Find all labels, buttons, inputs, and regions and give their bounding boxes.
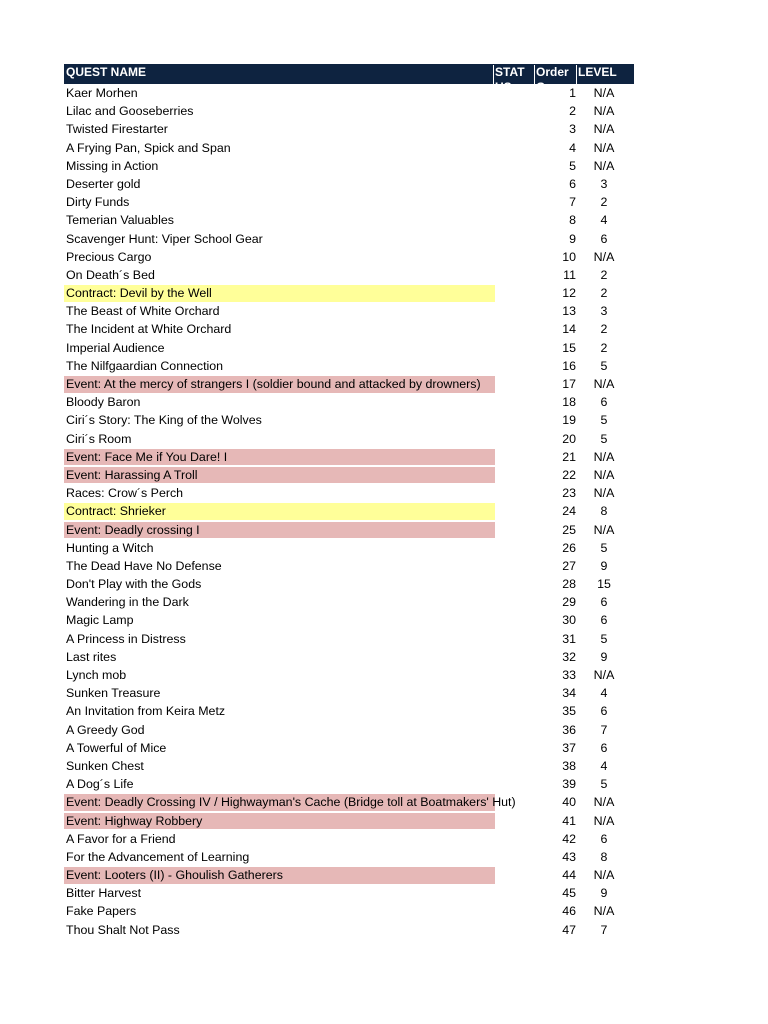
order-cell[interactable]: 30: [562, 613, 576, 628]
order-cell[interactable]: 24: [562, 504, 576, 519]
level-cell[interactable]: 6: [600, 231, 608, 246]
level-cell[interactable]: 15: [597, 577, 611, 592]
level-cell[interactable]: N/A: [593, 486, 615, 501]
level-cell[interactable]: 2: [600, 322, 608, 337]
quest-name-cell[interactable]: Event: At the mercy of strangers I (soldier bound and attacked by drowners): [66, 377, 481, 391]
table-row[interactable]: [64, 648, 634, 666]
quest-name-cell[interactable]: A Greedy God: [66, 722, 145, 737]
order-cell[interactable]: 47: [562, 922, 576, 937]
quest-name-cell[interactable]: On Death´s Bed: [66, 267, 155, 282]
order-cell[interactable]: 15: [562, 340, 576, 355]
level-cell[interactable]: 6: [600, 704, 608, 719]
quest-name-cell[interactable]: Races: Crow´s Perch: [66, 486, 184, 501]
order-cell[interactable]: 10: [562, 249, 576, 264]
table-row[interactable]: [64, 302, 634, 320]
table-row[interactable]: [64, 230, 634, 248]
level-cell[interactable]: N/A: [593, 813, 615, 828]
level-cell[interactable]: N/A: [593, 795, 615, 810]
level-cell[interactable]: N/A: [593, 904, 615, 919]
quest-name-cell[interactable]: Precious Cargo: [66, 249, 152, 264]
table-row[interactable]: [64, 721, 634, 739]
level-cell[interactable]: N/A: [593, 249, 615, 264]
order-cell[interactable]: 18: [562, 395, 576, 410]
order-cell[interactable]: 36: [562, 722, 576, 737]
table-row[interactable]: [64, 320, 634, 338]
table-row[interactable]: [64, 175, 634, 193]
quest-name-cell[interactable]: Event: Face Me if You Dare! I: [66, 449, 228, 464]
level-cell[interactable]: 5: [600, 413, 608, 428]
table-row[interactable]: [64, 539, 634, 557]
table-row[interactable]: [64, 157, 634, 175]
level-cell[interactable]: 4: [600, 213, 608, 228]
level-cell[interactable]: 9: [600, 649, 608, 664]
level-cell[interactable]: N/A: [593, 377, 615, 391]
column-divider: [534, 65, 535, 84]
level-cell[interactable]: 2: [600, 195, 608, 210]
quest-name-cell[interactable]: Event: Deadly Crossing IV / Highwayman's Cache (Bridge toll at Boatmakers' Hut): [66, 795, 516, 810]
quest-name-cell[interactable]: The Incident at White Orchard: [66, 322, 232, 337]
table-row[interactable]: [64, 884, 634, 902]
order-cell[interactable]: 14: [562, 322, 576, 337]
table-row[interactable]: [64, 502, 634, 520]
table-row[interactable]: [64, 666, 634, 684]
order-cell[interactable]: 31: [562, 631, 576, 646]
table-row[interactable]: [64, 466, 634, 484]
quest-name-cell[interactable]: Sunken Treasure: [66, 686, 161, 701]
table-row[interactable]: [64, 193, 634, 211]
table-row[interactable]: [64, 357, 634, 375]
table-row[interactable]: [64, 593, 634, 611]
table-row[interactable]: [64, 684, 634, 702]
level-cell[interactable]: 3: [600, 176, 608, 191]
order-cell[interactable]: 35: [562, 704, 576, 719]
level-cell[interactable]: 5: [600, 431, 608, 446]
table-row[interactable]: [64, 611, 634, 629]
level-cell[interactable]: 9: [600, 558, 608, 573]
level-cell[interactable]: 4: [600, 758, 608, 773]
header-order[interactable]: Order Game: [536, 65, 570, 94]
quest-name-cell[interactable]: A Favor for a Friend: [66, 831, 176, 846]
order-cell[interactable]: 33: [562, 668, 576, 682]
header-quest-name[interactable]: QUEST NAME: [66, 65, 147, 79]
order-cell[interactable]: 16: [562, 358, 576, 373]
level-cell[interactable]: 5: [600, 358, 608, 373]
order-cell[interactable]: 26: [562, 540, 576, 555]
quest-name-cell[interactable]: An Invitation from Keira Metz: [66, 704, 226, 719]
table-row[interactable]: [64, 757, 634, 775]
quest-name-cell[interactable]: Lynch mob: [66, 668, 127, 682]
quest-name-cell[interactable]: Scavenger Hunt: Viper School Gear: [66, 231, 263, 246]
quest-name-cell[interactable]: Last rites: [66, 649, 117, 664]
quest-name-cell[interactable]: The Dead Have No Defense: [66, 558, 222, 573]
level-cell[interactable]: N/A: [593, 158, 615, 173]
level-cell[interactable]: 8: [600, 849, 608, 864]
level-cell[interactable]: N/A: [593, 668, 615, 682]
table-row[interactable]: [64, 430, 634, 448]
quest-name-cell[interactable]: Missing in Action: [66, 158, 159, 173]
level-cell[interactable]: 6: [600, 831, 608, 846]
level-cell[interactable]: 2: [600, 286, 608, 301]
table-row[interactable]: [64, 575, 634, 593]
order-cell[interactable]: 4: [569, 140, 576, 155]
level-cell[interactable]: N/A: [593, 522, 615, 537]
quest-name-cell[interactable]: The Beast of White Orchard: [66, 304, 220, 319]
level-cell[interactable]: N/A: [593, 868, 615, 883]
order-cell[interactable]: 11: [563, 267, 576, 282]
quest-name-cell[interactable]: The Nilfgaardian Connection: [66, 358, 224, 373]
quest-name-cell[interactable]: Fake Papers: [66, 904, 137, 919]
level-cell[interactable]: 2: [600, 267, 608, 282]
order-cell[interactable]: 3: [569, 122, 576, 137]
order-cell[interactable]: 37: [562, 740, 576, 755]
quest-name-cell[interactable]: Event: Deadly crossing I: [66, 522, 200, 537]
quest-name-cell[interactable]: Bitter Harvest: [66, 886, 142, 901]
table-row[interactable]: [64, 266, 634, 284]
quest-name-cell[interactable]: Dirty Funds: [66, 195, 130, 210]
level-cell[interactable]: 6: [600, 740, 608, 755]
level-cell[interactable]: 7: [600, 922, 608, 937]
table-row[interactable]: [64, 630, 634, 648]
quest-name-cell[interactable]: Lilac and Gooseberries: [66, 104, 194, 119]
table-row[interactable]: [64, 375, 634, 393]
level-cell[interactable]: 6: [600, 595, 608, 610]
quest-name-cell[interactable]: Temerian Valuables: [66, 213, 174, 228]
table-row[interactable]: [64, 393, 634, 411]
table-row[interactable]: [64, 921, 634, 939]
table-row[interactable]: [64, 557, 634, 575]
quest-name-cell[interactable]: Ciri´s Story: The King of the Wolves: [66, 413, 262, 428]
table-row[interactable]: [64, 830, 634, 848]
quest-name-cell[interactable]: Event: Looters (II) - Ghoulish Gatherers: [66, 868, 283, 883]
quest-name-cell[interactable]: Bloody Baron: [66, 395, 141, 410]
table-row[interactable]: [64, 866, 634, 884]
table-row[interactable]: [64, 775, 634, 793]
table-row[interactable]: [64, 411, 634, 429]
order-cell[interactable]: 28: [562, 577, 576, 592]
level-cell[interactable]: 5: [600, 777, 608, 792]
order-cell[interactable]: 7: [569, 195, 576, 210]
table-row[interactable]: [64, 211, 634, 229]
table-row[interactable]: [64, 339, 634, 357]
quest-rows: [64, 84, 634, 939]
order-cell[interactable]: 32: [562, 649, 576, 664]
order-cell[interactable]: 39: [562, 777, 576, 792]
quest-name-cell[interactable]: A Dog´s Life: [66, 777, 134, 792]
level-cell[interactable]: N/A: [593, 122, 615, 137]
table-row[interactable]: [64, 248, 634, 266]
order-cell[interactable]: 42: [562, 831, 576, 846]
quest-name-cell[interactable]: Deserter gold: [66, 176, 141, 191]
order-cell[interactable]: 17: [562, 377, 576, 391]
order-cell[interactable]: 1: [569, 86, 576, 100]
table-row[interactable]: [64, 448, 634, 466]
table-row[interactable]: [64, 120, 634, 138]
quest-name-cell[interactable]: Wandering in the Dark: [66, 595, 189, 610]
quest-name-cell[interactable]: A Frying Pan, Spick and Span: [66, 140, 231, 155]
quest-name-cell[interactable]: A Princess in Distress: [66, 631, 186, 646]
order-cell[interactable]: 44: [562, 868, 576, 883]
quest-name-cell[interactable]: Twisted Firestarter: [66, 122, 168, 137]
table-row[interactable]: [64, 902, 634, 920]
order-cell[interactable]: 38: [562, 758, 576, 773]
level-cell[interactable]: N/A: [593, 86, 615, 100]
order-cell[interactable]: 2: [569, 104, 576, 119]
order-cell[interactable]: 34: [562, 686, 576, 701]
quest-spreadsheet: [64, 64, 634, 939]
order-cell[interactable]: 23: [562, 486, 576, 501]
quest-name-cell[interactable]: Imperial Audience: [66, 340, 165, 355]
level-cell[interactable]: 6: [600, 613, 608, 628]
order-cell[interactable]: 41: [562, 813, 576, 828]
table-row[interactable]: [64, 521, 634, 539]
level-cell[interactable]: 5: [600, 540, 608, 555]
order-cell[interactable]: 45: [562, 886, 576, 901]
order-cell[interactable]: 29: [562, 595, 576, 610]
level-cell[interactable]: 7: [600, 722, 608, 737]
quest-name-cell[interactable]: Sunken Chest: [66, 758, 144, 773]
table-row[interactable]: [64, 793, 634, 811]
table-row[interactable]: [64, 84, 634, 102]
table-row[interactable]: [64, 102, 634, 120]
header-level[interactable]: LEVEL: [578, 65, 617, 79]
order-cell[interactable]: 19: [562, 413, 576, 428]
table-row[interactable]: [64, 848, 634, 866]
table-row[interactable]: [64, 484, 634, 502]
order-cell[interactable]: 12: [562, 286, 576, 301]
order-cell[interactable]: 9: [569, 231, 576, 246]
quest-name-cell[interactable]: A Towerful of Mice: [66, 740, 167, 755]
level-cell[interactable]: 2: [600, 340, 608, 355]
level-cell[interactable]: 4: [600, 686, 608, 701]
level-cell[interactable]: 6: [600, 395, 608, 410]
column-divider: [493, 65, 494, 84]
quest-name-cell[interactable]: Magic Lamp: [66, 613, 134, 628]
order-cell[interactable]: 40: [562, 795, 576, 810]
quest-name-cell[interactable]: Hunting a Witch: [66, 540, 154, 555]
order-cell[interactable]: 25: [562, 522, 576, 537]
quest-name-cell[interactable]: Ciri´s Room: [66, 431, 132, 446]
level-cell[interactable]: N/A: [593, 140, 615, 155]
column-divider: [576, 65, 577, 84]
level-cell[interactable]: 9: [600, 886, 608, 901]
quest-name-cell[interactable]: Event: Harassing A Troll: [66, 467, 198, 482]
header-status[interactable]: STATUS: [495, 65, 525, 94]
table-row[interactable]: [64, 812, 634, 830]
quest-name-cell[interactable]: Thou Shalt Not Pass: [66, 922, 180, 937]
order-cell[interactable]: 27: [562, 558, 576, 573]
quest-name-cell[interactable]: Contract: Shrieker: [66, 504, 166, 519]
quest-name-cell[interactable]: Event: Highway Robbery: [66, 813, 203, 828]
level-cell[interactable]: N/A: [593, 467, 615, 482]
order-cell[interactable]: 46: [562, 904, 576, 919]
order-cell[interactable]: 8: [569, 213, 576, 228]
table-row[interactable]: [64, 139, 634, 157]
order-cell[interactable]: 43: [562, 849, 576, 864]
quest-name-cell[interactable]: Contract: Devil by the Well: [66, 286, 212, 301]
level-cell[interactable]: N/A: [593, 104, 615, 119]
quest-name-cell[interactable]: For the Advancement of Learning: [66, 849, 250, 864]
order-cell[interactable]: 6: [569, 176, 576, 191]
table-row[interactable]: [64, 739, 634, 757]
level-cell[interactable]: 5: [600, 631, 608, 646]
level-cell[interactable]: 3: [600, 304, 608, 319]
order-cell[interactable]: 21: [562, 449, 576, 464]
order-cell[interactable]: 13: [562, 304, 576, 319]
order-cell[interactable]: 22: [562, 467, 576, 482]
order-cell[interactable]: 5: [569, 158, 576, 173]
quest-name-cell[interactable]: Kaer Morhen: [66, 86, 138, 100]
level-cell[interactable]: N/A: [593, 449, 615, 464]
table-row[interactable]: [64, 284, 634, 302]
table-row[interactable]: [64, 702, 634, 720]
quest-name-cell[interactable]: Don't Play with the Gods: [66, 577, 202, 592]
level-cell[interactable]: 8: [600, 504, 608, 519]
order-cell[interactable]: 20: [562, 431, 576, 446]
